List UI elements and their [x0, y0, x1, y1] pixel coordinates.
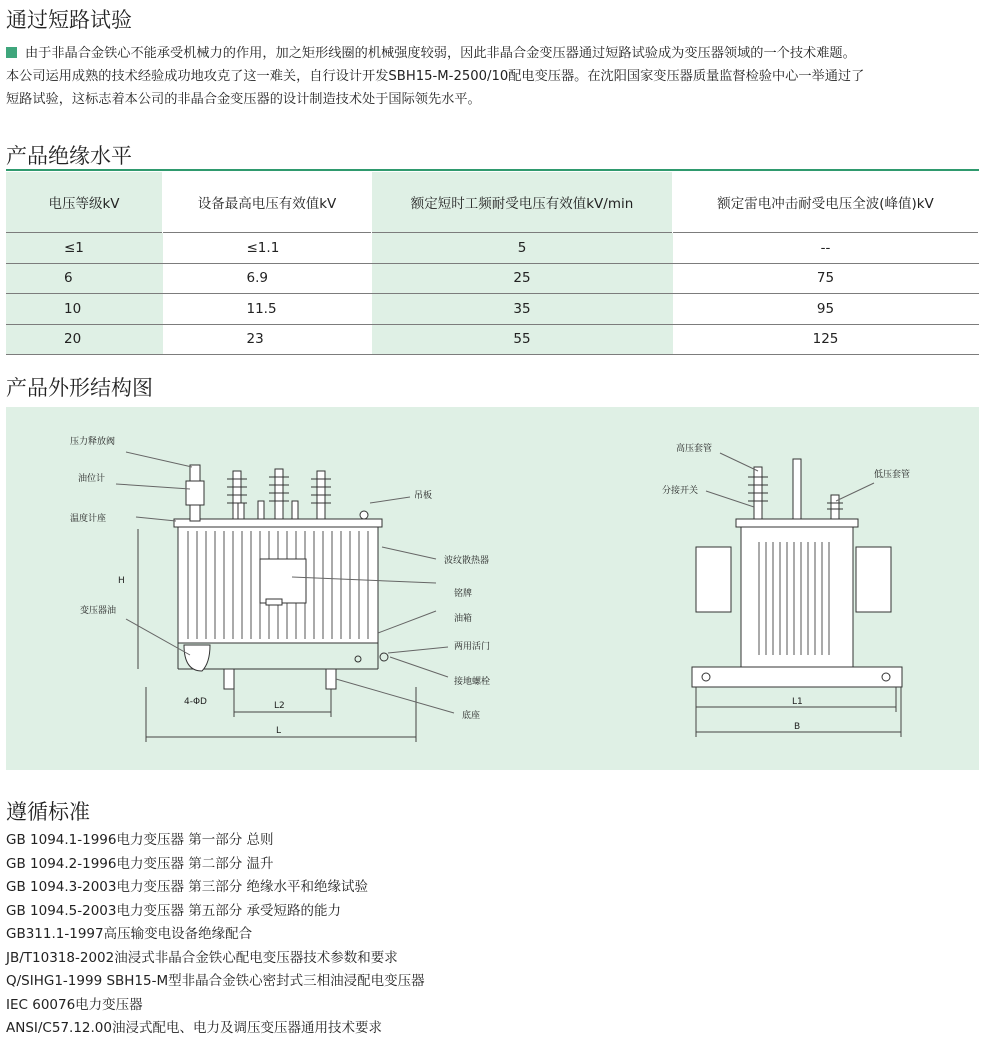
label-ground-bolt: 接地螺栓: [454, 677, 491, 687]
table-cell: 10: [6, 294, 163, 325]
table-cell: 6.9: [163, 263, 372, 294]
label-hv-bushing: 高压套管: [676, 444, 713, 454]
table-cell: --: [673, 233, 979, 264]
label-radiator: 波纹散热器: [444, 556, 490, 566]
table-cell: 20: [6, 324, 163, 355]
label-dim-l: L: [276, 726, 282, 736]
table-cell: 75: [673, 263, 979, 294]
structure-diagram: [6, 407, 979, 770]
section-title-standards: 遵循标准: [6, 800, 90, 824]
front-view-drawing: [116, 452, 454, 742]
table-row: [6, 263, 979, 294]
table-cell: 11.5: [163, 294, 372, 325]
list-item: GB311.1-1997高压输变电设备绝缘配合: [6, 926, 253, 942]
label-dim-l1: L1: [792, 697, 803, 707]
table-row: [6, 233, 979, 264]
section-divider: [6, 169, 979, 171]
side-view-drawing: [692, 453, 902, 737]
list-item: GB 1094.2-1996电力变压器 第二部分 温升: [6, 855, 274, 872]
section-title-structure: 产品外形结构图: [6, 376, 153, 400]
label-dual-valve: 两用活门: [454, 642, 491, 652]
label-dim-holes: 4-ΦD: [184, 697, 207, 707]
table-cell: 95: [673, 294, 979, 325]
label-base: 底座: [462, 711, 481, 721]
label-tap-switch: 分接开关: [662, 486, 699, 496]
table-cell: ≤1: [6, 233, 163, 264]
table-cell: ≤1.1: [163, 233, 372, 264]
list-item: IEC 60076电力变压器: [6, 996, 143, 1013]
short-circuit-paragraph: 由于非晶合金铁心不能承受机械力的作用，加之矩形线圈的机械强度较弱，因此非晶合金变压器通过短路试验成为变压器领域的一个技术难题。 本公司运用成熟的技术经验成功地攻克了这一难关，自行设计开发SBH15-M-2500/10配电变压器。在沈阳国家变压器质量监督检验中心一举通过了 短路试验，这标志着本公司的非晶合金变压器的设计制造技术处于国际领先水平。: [6, 46, 865, 107]
table-cell: 55: [372, 324, 673, 355]
label-oil-tank: 油箱: [454, 614, 473, 624]
label-transformer-oil: 变压器油: [80, 606, 117, 616]
table-cell: 23: [163, 324, 372, 355]
section-title-insulation: 产品绝缘水平: [6, 144, 132, 168]
label-lifting-plate: 吊板: [414, 491, 433, 501]
bullet-square-icon: [6, 47, 17, 58]
label-dim-b: B: [794, 722, 801, 732]
table-cell: 6: [6, 263, 163, 294]
standards-list: [6, 829, 425, 1041]
label-oil-gauge: 油位计: [78, 474, 106, 484]
table-cell: 25: [372, 263, 673, 294]
column-header: 额定雷电冲击耐受电压全波(峰值)kV: [673, 172, 979, 233]
column-header: 电压等级kV: [6, 172, 163, 233]
table-cell: 35: [372, 294, 673, 325]
table-row: [6, 324, 979, 355]
list-item: ANSI/C57.12.00油浸式配电、电力及调压变压器通用技术要求: [6, 1020, 382, 1036]
table-cell: 5: [372, 233, 673, 264]
table-row: [6, 294, 979, 325]
label-lv-bushing: 低压套管: [874, 470, 911, 480]
label-nameplate: 铭牌: [454, 589, 473, 599]
column-header: 设备最高电压有效值kV: [163, 172, 372, 233]
insulation-table: [6, 172, 979, 355]
label-thermometer-seat: 温度计座: [70, 514, 107, 524]
label-dim-h: H: [118, 576, 125, 586]
list-item: JB/T10318-2002油浸式非晶合金铁心配电变压器技术参数和要求: [6, 949, 398, 966]
table-cell: 125: [673, 324, 979, 355]
label-dim-l2: L2: [274, 701, 285, 711]
list-item: GB 1094.3-2003电力变压器 第三部分 绝缘水平和绝缘试验: [6, 879, 369, 895]
label-pressure-valve: 压力释放阀: [70, 437, 116, 447]
list-item: GB 1094.5-2003电力变压器 第五部分 承受短路的能力: [6, 902, 342, 919]
table-header-row: [6, 172, 979, 233]
list-item: Q/SIHG1-1999 SBH15-M型非晶合金铁心密封式三相油浸配电变压器: [6, 973, 425, 989]
column-header: 额定短时工频耐受电压有效值kV/min: [372, 172, 673, 233]
list-item: GB 1094.1-1996电力变压器 第一部分 总则: [6, 832, 274, 848]
section-title-short-circuit: 通过短路试验: [6, 8, 132, 32]
